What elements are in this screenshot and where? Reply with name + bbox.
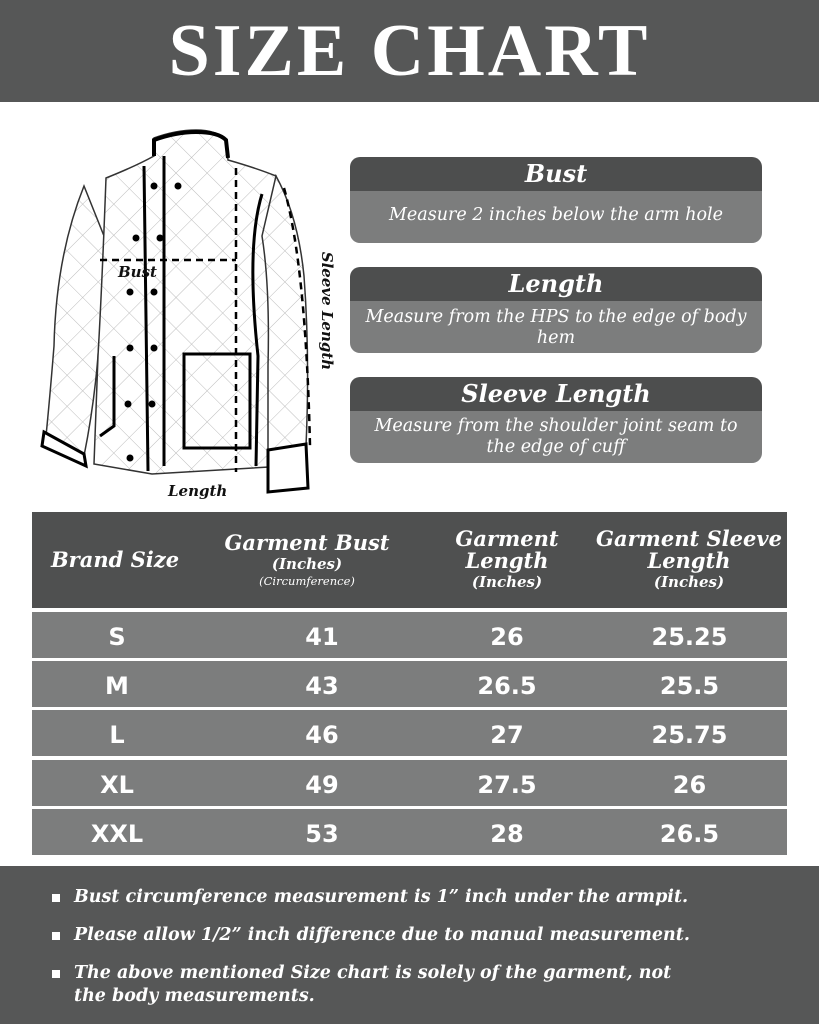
bust-diagram-label: Bust: [118, 263, 157, 281]
note-text: Bust circumference measurement is 1” inch under the armpit.: [74, 887, 689, 907]
sleeve-cell: 25.25: [651, 623, 728, 651]
header-banner: [0, 0, 819, 102]
table-row: [32, 760, 787, 806]
callout-length: [350, 267, 762, 353]
table-row: [32, 710, 787, 756]
table-row: [32, 809, 787, 855]
bust-cell: 41: [305, 623, 339, 651]
bust-cell: 53: [305, 820, 339, 848]
callout-length-title: Length: [350, 267, 762, 301]
size-cell: L: [109, 721, 125, 749]
header-garment-bust: Garment Bust (Inches) (Circumference): [224, 530, 390, 588]
sleeve-diagram-label: Sleeve Length: [318, 251, 336, 371]
header-garment-length: Garment Length (Inches): [455, 526, 559, 591]
callout-sleeve: [350, 377, 762, 463]
table-row: [32, 661, 787, 707]
length-diagram-label: Length: [168, 482, 228, 500]
length-cell: 28: [490, 820, 524, 848]
callout-bust-title: Bust: [350, 157, 762, 191]
header-brand-size: Brand Size: [50, 547, 180, 572]
length-cell: 26: [490, 623, 524, 651]
note-item: [52, 886, 792, 909]
table-row: [32, 612, 787, 658]
size-cell: XXL: [90, 820, 144, 848]
size-cell: M: [105, 672, 129, 700]
notes-footer: [0, 866, 819, 1024]
bust-cell: 43: [305, 672, 339, 700]
bust-cell: 46: [305, 721, 339, 749]
note-text: Please allow 1/2” inch difference due to manual measurement.: [74, 925, 690, 945]
size-table-header: [32, 512, 787, 608]
sleeve-cell: 26.5: [659, 820, 720, 848]
note-item: [52, 962, 672, 1008]
callout-bust: [350, 157, 762, 243]
callout-sleeve-body: Measure from the shoulder joint seam to the edge of cuff: [350, 411, 762, 463]
size-cell: XL: [100, 771, 134, 799]
sleeve-cell: 25.75: [651, 721, 728, 749]
length-cell: 26.5: [477, 672, 537, 700]
page-title: SIZE CHART: [168, 10, 651, 92]
jacket-illustration: [36, 126, 346, 506]
callout-length-body: Measure from the HPS to the edge of body hem: [350, 301, 762, 353]
header-garment-sleeve-length: Garment Sleeve Length (Inches): [596, 526, 782, 591]
callout-sleeve-title: Sleeve Length: [350, 377, 762, 411]
callout-bust-body: Measure 2 inches below the arm hole: [350, 191, 762, 243]
sleeve-cell: 26: [672, 771, 707, 799]
note-item: [52, 924, 792, 947]
size-cell: S: [108, 623, 126, 651]
length-cell: 27.5: [477, 771, 537, 799]
bullet-icon: [52, 970, 60, 978]
bullet-icon: [52, 894, 60, 902]
sleeve-cell: 25.5: [659, 672, 720, 700]
note-text: The above mentioned Size chart is solely of the garment, not the body measurements.: [74, 963, 672, 1006]
bullet-icon: [52, 932, 60, 940]
length-cell: 27: [490, 721, 524, 749]
bust-cell: 49: [305, 771, 339, 799]
